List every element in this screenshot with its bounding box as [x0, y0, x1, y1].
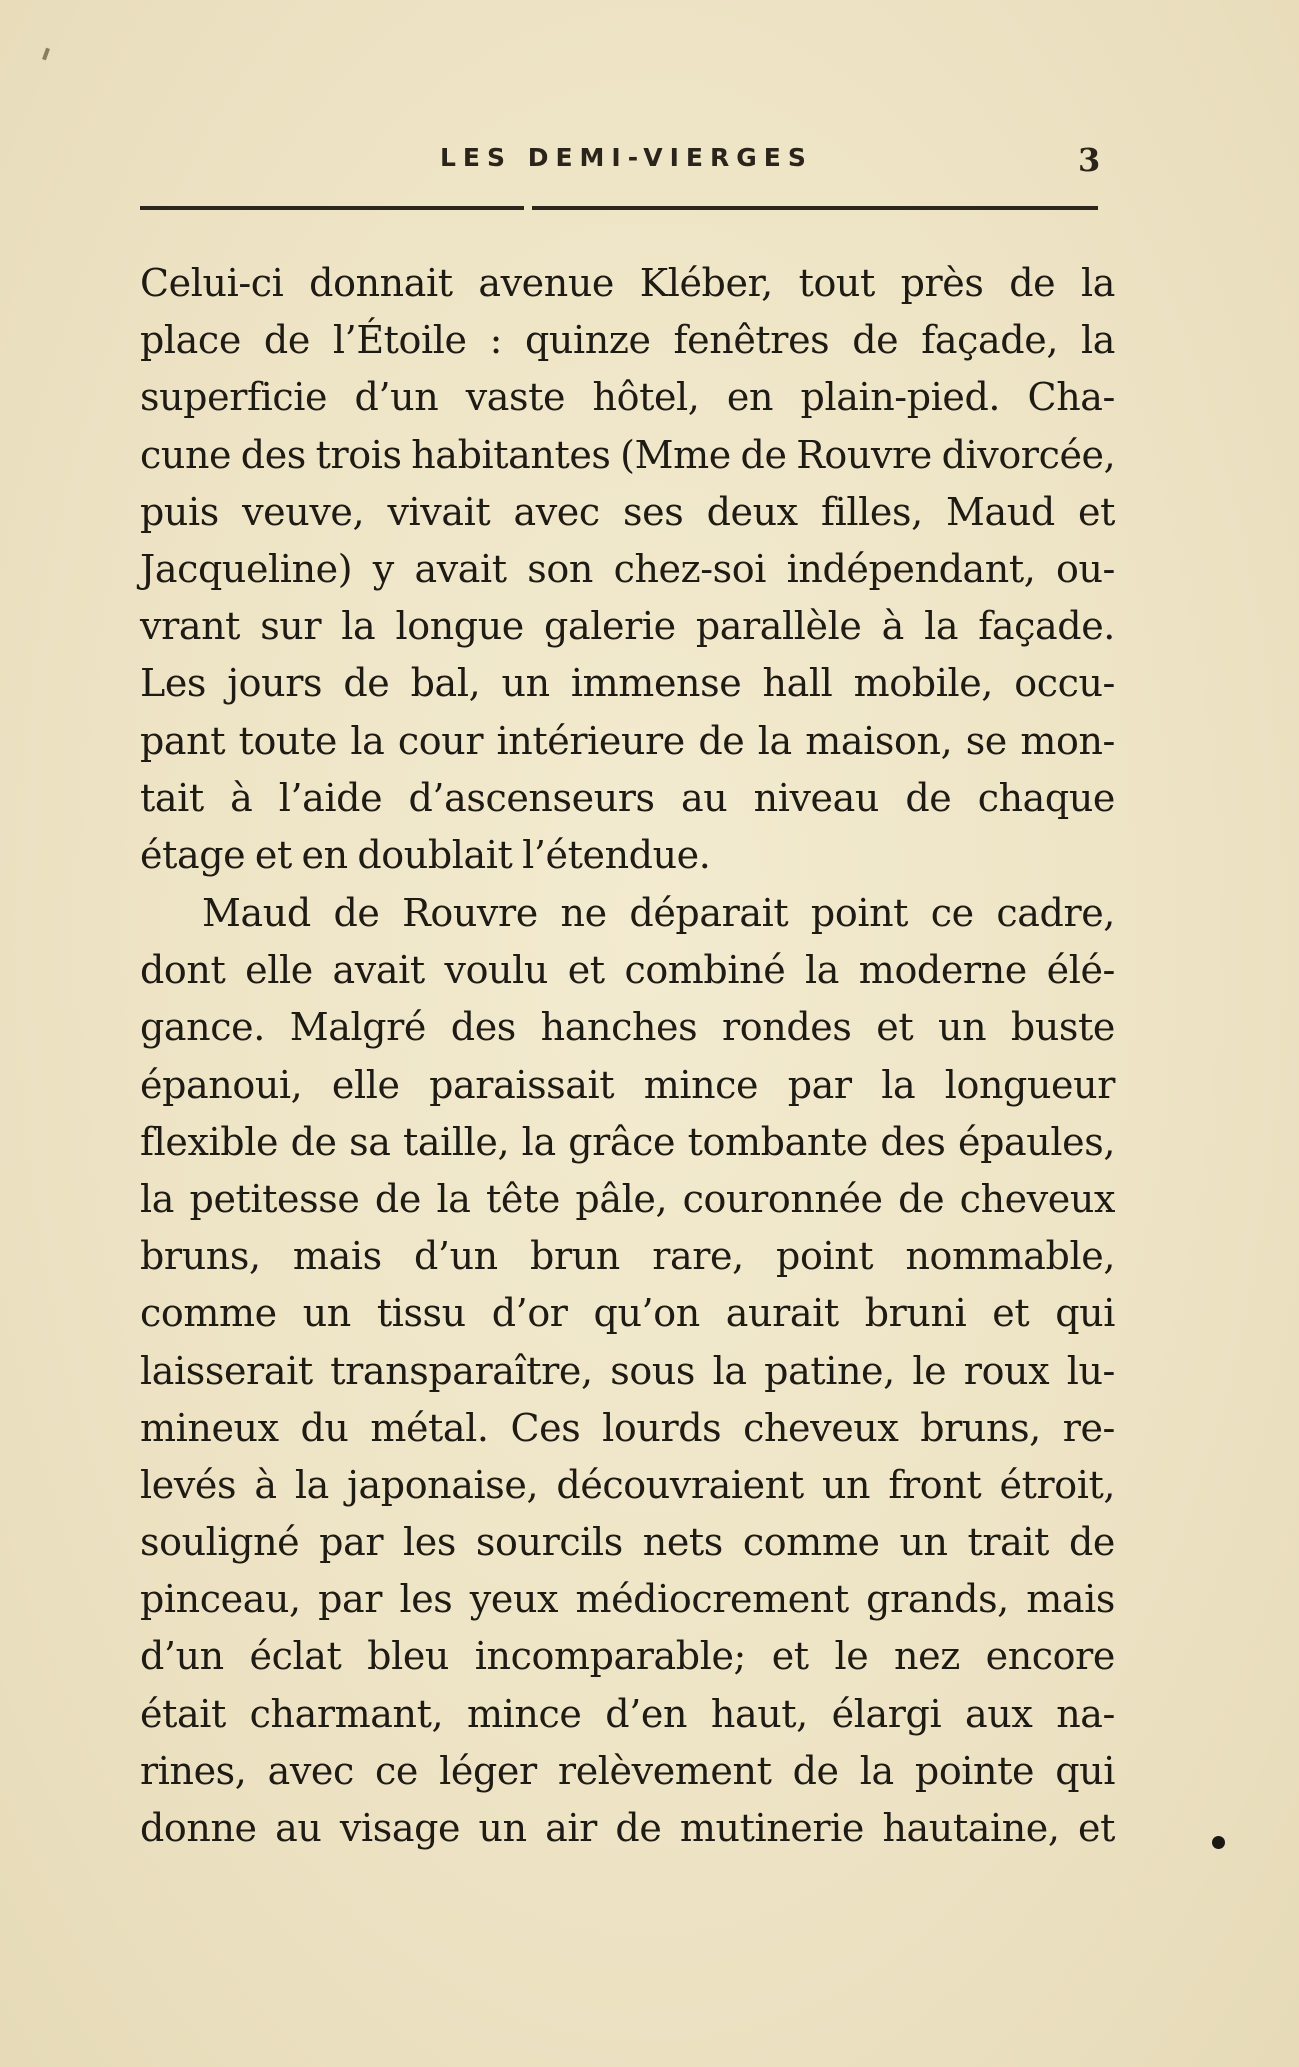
text-line: vrant sur la longue galerie parallèle à la façade. [140, 604, 1115, 649]
text-line: Maud de Rouvre ne déparait point ce cadre, [202, 891, 1115, 935]
text-line: épanoui, elle paraissait mince par la longueur [140, 1062, 1115, 1107]
text-line: flexible de sa taille, la grâce tombante des épaules, [140, 1119, 1115, 1164]
paragraph-1 [140, 255, 1115, 884]
paragraph-2 [140, 885, 1115, 1857]
header-rule-right [532, 206, 1098, 210]
text-line: Jacqueline) y avait son chez-soi indépendant, ou- [140, 546, 1115, 591]
text-line: dont elle avait voulu et combiné la moderne élé- [140, 948, 1115, 993]
text-line: donne au visage un air de mutinerie hautaine, et [140, 1806, 1115, 1850]
paper-mark [42, 48, 50, 61]
running-title: LES DEMI-VIERGES [440, 143, 813, 172]
text-line: étage et en doublait l’étendue. [140, 832, 711, 877]
text-line: d’un éclat bleu incomparable; et le nez encore [140, 1634, 1115, 1679]
text-line: tait à l’aide d’ascenseurs au niveau de chaque [140, 775, 1115, 820]
page-number: 3 [1078, 141, 1101, 179]
text-line: cune des trois habitantes (Mme de Rouvre divorcée, [140, 432, 1116, 477]
text-line: place de l’Étoile : quinze fenêtres de façade, la [140, 318, 1115, 363]
text-line: rines, avec ce léger relèvement de la pointe qui [140, 1748, 1115, 1793]
text-line: gance. Malgré des hanches rondes et un buste [140, 1005, 1115, 1050]
text-line: levés à la japonaise, découvraient un front étroit, [140, 1462, 1115, 1507]
ink-dot [1212, 1836, 1225, 1849]
text-line: souligné par les sourcils nets comme un trait de [140, 1520, 1115, 1565]
running-head [0, 143, 1299, 183]
header-rule-left [140, 206, 524, 210]
text-line: bruns, mais d’un brun rare, point nommable, [140, 1234, 1115, 1279]
text-line: pinceau, par les yeux médiocrement grands, mais [140, 1577, 1115, 1622]
text-line: superficie d’un vaste hôtel, en plain-pied. Cha- [140, 375, 1115, 420]
text-line: la petitesse de la tête pâle, couronnée de cheveux [140, 1176, 1115, 1221]
text-line: Celui-ci donnait avenue Kléber, tout près de la [140, 261, 1115, 305]
text-line: mineux du métal. Ces lourds cheveux bruns, re- [140, 1405, 1115, 1450]
text-line: pant toute la cour intérieure de la maison, se mon- [140, 718, 1115, 763]
text-line: comme un tissu d’or qu’on aurait bruni et qui [140, 1291, 1115, 1336]
text-line: Les jours de bal, un immense hall mobile, occu- [140, 661, 1115, 706]
text-line: laisserait transparaître, sous la patine, le roux lu- [140, 1348, 1115, 1393]
text-line: était charmant, mince d’en haut, élargi aux na- [140, 1691, 1115, 1736]
text-line: puis veuve, vivait avec ses deux filles, Maud et [140, 489, 1115, 534]
